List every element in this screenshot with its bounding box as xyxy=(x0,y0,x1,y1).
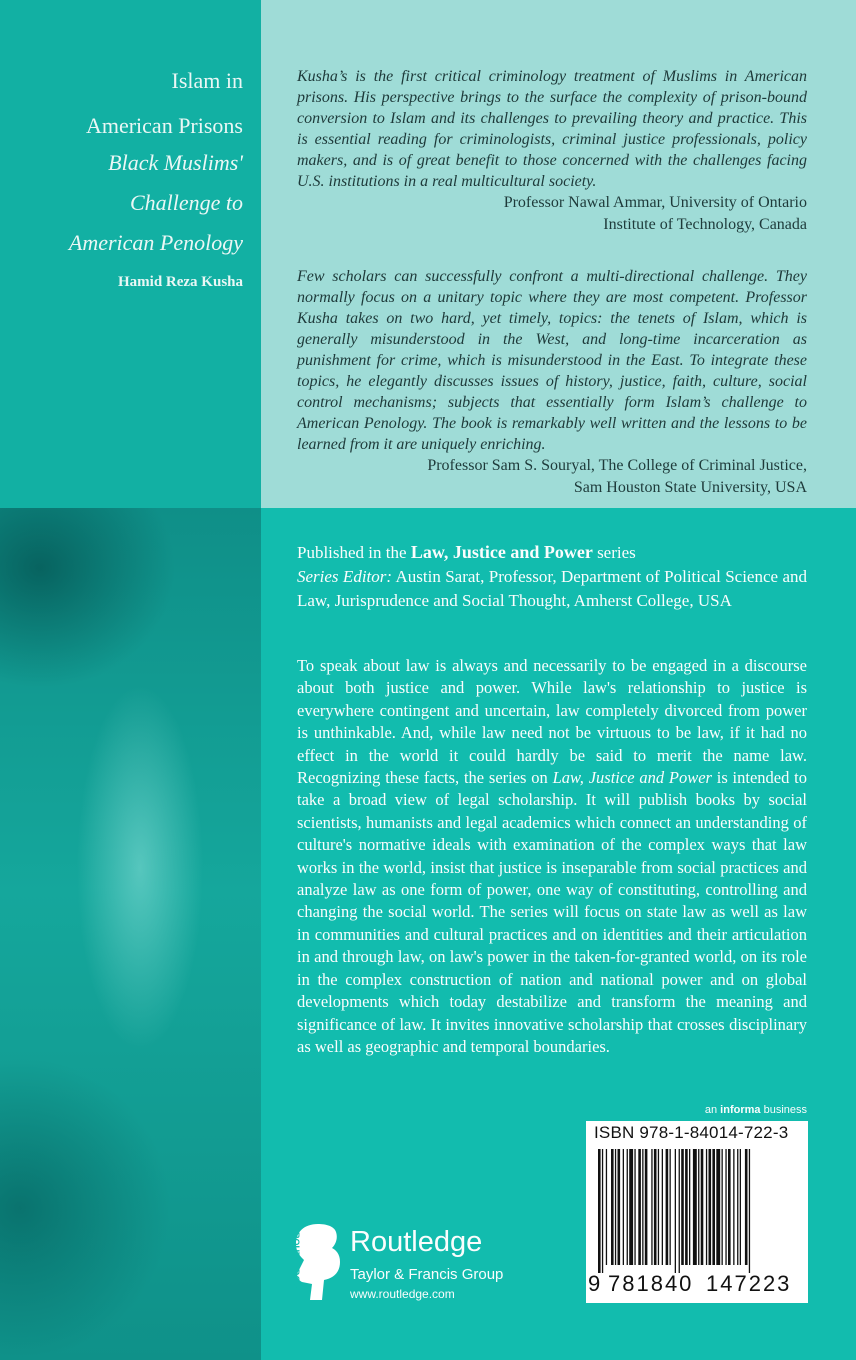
book-subtitle-line-1: Black Muslims' xyxy=(108,150,243,175)
barcode-bar xyxy=(618,1149,621,1265)
barcode-bar xyxy=(685,1149,688,1265)
informa-tagline xyxy=(705,1104,807,1116)
isbn-barcode-box xyxy=(586,1121,808,1303)
barcode-bar xyxy=(679,1149,680,1273)
endorsement-1-attribution-line-2: Institute of Technology, Canada xyxy=(603,216,807,233)
barcode-bar xyxy=(627,1149,628,1265)
decorative-gradient-panel xyxy=(0,508,261,1360)
barcode-bar xyxy=(689,1149,690,1265)
barcode-bar xyxy=(722,1149,723,1265)
barcode-bar xyxy=(728,1149,731,1265)
book-author: Hamid Reza Kusha xyxy=(117,274,243,290)
series-info xyxy=(297,540,807,613)
publisher-url: www.routledge.com xyxy=(350,1287,455,1301)
barcode-bar xyxy=(681,1149,684,1265)
barcode-bar xyxy=(638,1149,641,1265)
barcode-digit-first: 9 xyxy=(588,1271,601,1296)
barcode-bar xyxy=(693,1149,697,1265)
publisher-group: Taylor & Francis Group xyxy=(350,1266,504,1283)
informa-prefix: an xyxy=(704,1104,718,1116)
informa-brand: informa xyxy=(720,1104,761,1116)
barcode-bar xyxy=(712,1149,715,1265)
barcode-digits-right: 147223 xyxy=(706,1271,792,1296)
endorsement-2 xyxy=(297,266,807,499)
series-editor-text: Austin Sarat, Professor, Department of Political Science and Law, Jurisprudence and Social Thought, Amherst College, USA xyxy=(297,567,807,610)
barcode-bar xyxy=(706,1149,707,1265)
routledge-vertical-mark: ROUTLEDGE xyxy=(291,1232,301,1289)
barcode-bar xyxy=(611,1149,614,1265)
series-description-part-1: To speak about law is always and necessarily to be engaged in a discourse about both justice and power. While law's relationship to justice is everywhere contingent and uncertain, law completely divorced from power is unthinkable. And, while law need not be virtuous to be law, if it had no effect in the world it could hardly be said to merit the name law. Recognizing these facts, the series on xyxy=(297,656,807,788)
barcode-bar xyxy=(716,1149,720,1265)
endorsement-2-attribution-line-1: Professor Sam S. Souryal, The College of Criminal Justice, xyxy=(427,457,807,474)
barcode-bar xyxy=(623,1149,624,1265)
barcode-bar xyxy=(675,1149,676,1273)
barcode-digits-left: 781840 xyxy=(608,1271,694,1296)
series-name: Law, Justice and Power xyxy=(410,542,593,562)
informa-suffix: business xyxy=(763,1104,807,1116)
barcode-bar xyxy=(733,1149,734,1265)
barcode-bar xyxy=(670,1149,671,1265)
series-description-series-name: Law, Justice and Power xyxy=(552,768,712,788)
series-suffix: series xyxy=(597,543,636,562)
barcode-bar xyxy=(654,1149,657,1265)
book-title-line-2: American Prisons xyxy=(85,113,243,138)
barcode-bar xyxy=(658,1149,659,1265)
barcode-bar xyxy=(598,1149,601,1273)
barcode-bar xyxy=(606,1149,607,1265)
isbn-label: ISBN 978-1-84014-722-3 xyxy=(594,1123,789,1142)
barcode-bar xyxy=(701,1149,704,1265)
barcode-bar xyxy=(666,1149,669,1265)
barcode-bar xyxy=(725,1149,726,1265)
barcode-image xyxy=(598,1149,794,1273)
barcode-bar xyxy=(634,1149,635,1265)
barcode-bar xyxy=(740,1149,741,1265)
barcode-bar xyxy=(745,1149,748,1265)
book-subtitle-line-2: Challenge to xyxy=(129,190,243,215)
barcode-bar xyxy=(615,1149,616,1265)
barcode-bar xyxy=(642,1149,643,1265)
series-prefix: Published in the xyxy=(297,543,407,562)
barcode-bar xyxy=(602,1149,603,1273)
series-editor-label: Series Editor: xyxy=(297,567,393,586)
series-description-part-2: is intended to take a broad view of legal scholarship. It will publish books by social scientists, humanists and legal academics which connect an understanding of culture's normative ideals with examination of the complex ways that law works in the world, insist that justice is inseparable from social practices and analyze law as one form of power, one way of constituting, controlling and changing the social world. The series will focus on state law as well as law in communities and cultural practices and on identities and their articulation in and through law, on law's power in the taken-for-granted world, on its role in the complex construction of nation and national power and on global developments which today destabilize and transform the meaning and significance of law. It invites innovative scholarship that crosses disciplinary as well as geographic and temporal boundaries. xyxy=(297,768,807,1056)
barcode-bar xyxy=(645,1149,648,1265)
barcode-bar xyxy=(629,1149,633,1265)
book-title-block xyxy=(69,64,243,291)
endorsement-2-text: Few scholars can successfully confront a multi-directional challenge. They normally focus on a unitary topic where they are most competent. Professor Kusha takes on two hard, yet timely, topics: the tenets of Islam, which is generally misunderstood in the West, and long-time incarceration as punishment for crime, which is misunderstood in the East. To integrate these topics, he elegantly discusses issues of history, justice, faith, culture, social control mechanisms; subjects that essentially form Islam’s challenge to American Penology. The book is remarkably well written and the lessons to be learned from it are uniquely enriching. xyxy=(297,268,807,453)
barcode-bar xyxy=(737,1149,738,1265)
book-subtitle-line-3: American Penology xyxy=(68,230,243,255)
book-title-line-1: Islam in xyxy=(171,68,243,93)
barcode-bar xyxy=(651,1149,652,1265)
barcode-bar xyxy=(749,1149,750,1273)
series-description xyxy=(297,655,807,1058)
routledge-logo-icon xyxy=(288,1222,344,1302)
endorsement-1-text: Kusha’s is the first critical criminology treatment of Muslims in American prisons. His perspective brings to the surface the complexity of prison-bound conversion to Islam and its challenges to prevailing theory and practice. This is essential reading for criminologists, criminal justice professionals, policy makers, and is of great benefit to those concerned with the challenges facing U.S. institutions in a real multicultural society. xyxy=(297,68,807,190)
endorsement-2-attribution-line-2: Sam Houston State University, USA xyxy=(573,479,807,496)
publisher-name: Routledge xyxy=(350,1226,483,1258)
endorsement-1-attribution-line-1: Professor Nawal Ammar, University of Ontario xyxy=(503,194,807,211)
barcode-bar xyxy=(698,1149,699,1265)
barcode-bar xyxy=(662,1149,663,1265)
barcode-bar xyxy=(709,1149,712,1265)
endorsement-1 xyxy=(297,66,807,236)
